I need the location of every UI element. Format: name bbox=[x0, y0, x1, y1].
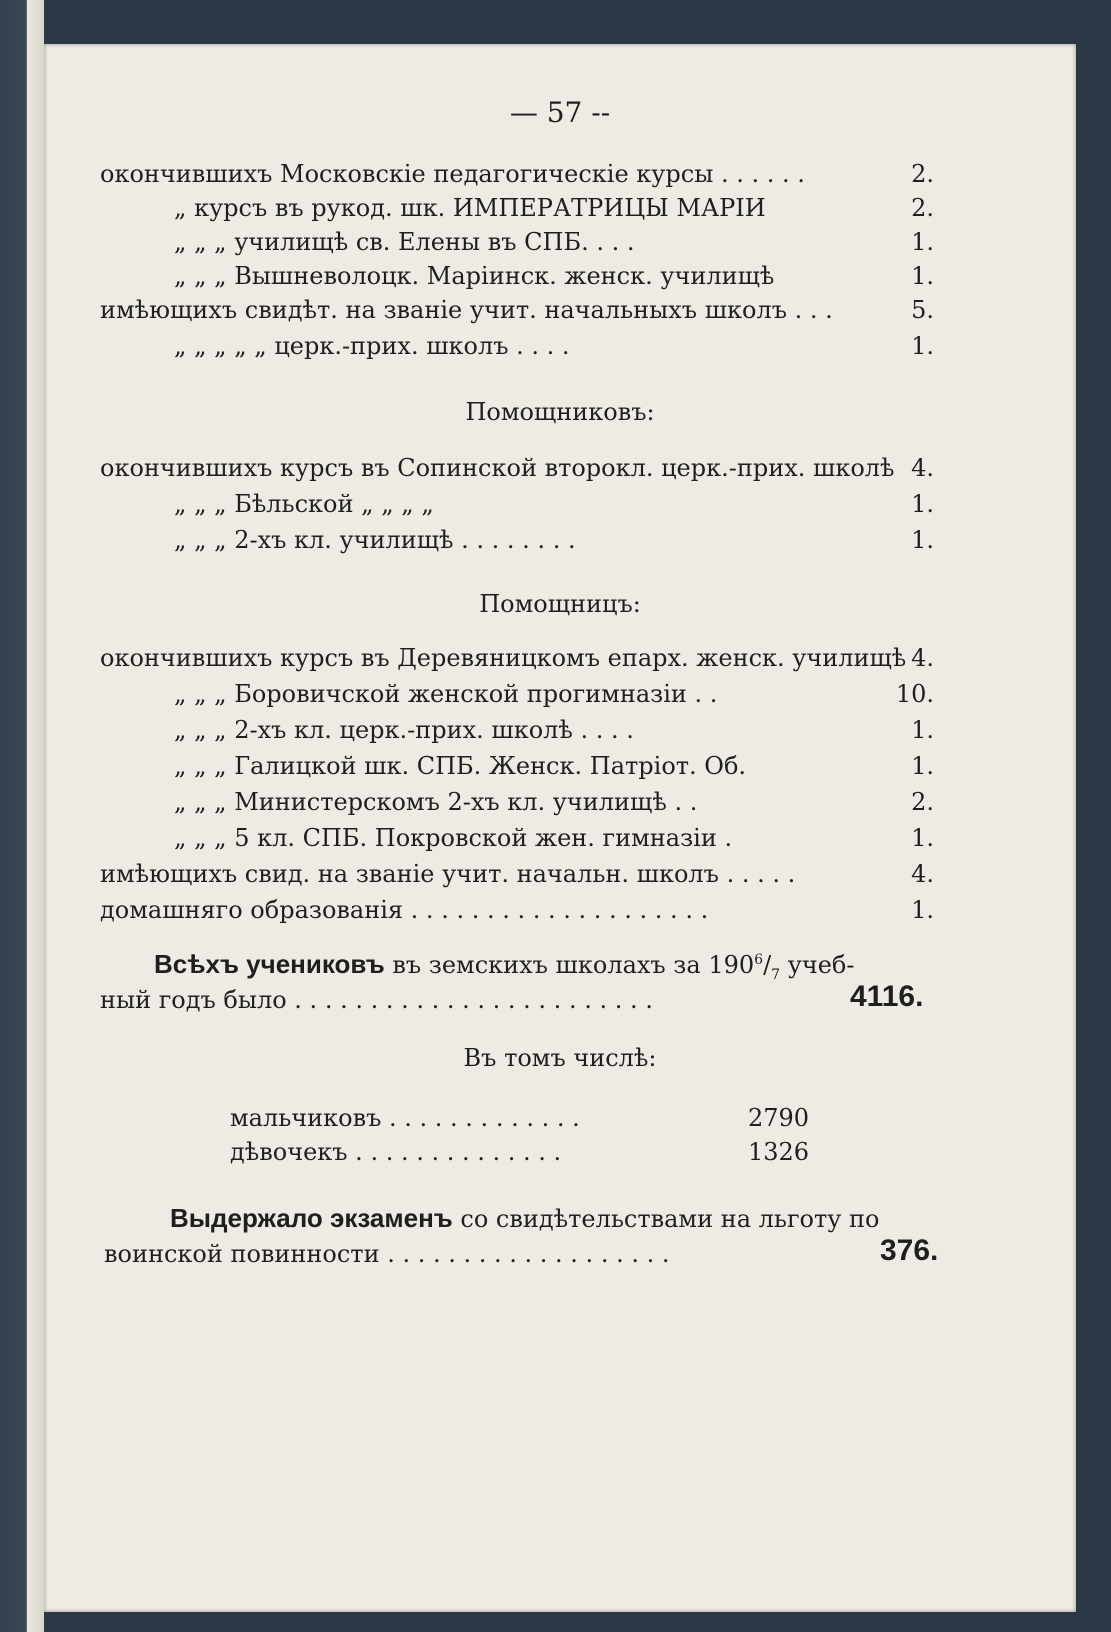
list-item-count: 1. bbox=[911, 228, 934, 256]
subtotal-label: мальчиковъ . . . . . . . . . . . . . bbox=[230, 1104, 580, 1132]
total-year-sup: 6 bbox=[754, 952, 764, 968]
list-item: окончившихъ курсъ въ Деревяницкомъ епарх. женск. училищѣ bbox=[100, 644, 907, 672]
total-value: 4116. bbox=[850, 980, 924, 1013]
list-item-count: 1. bbox=[911, 490, 934, 518]
total-year-sub: 7 bbox=[771, 966, 781, 983]
book-binding-edge bbox=[0, 0, 44, 1632]
list-item-count: 2. bbox=[911, 194, 934, 222]
list-item: имѣющихъ свид. на званіе учит. начальн. школъ . . . . . bbox=[100, 860, 796, 888]
exam-value: 376. bbox=[880, 1234, 939, 1267]
list-item-count: 4. bbox=[911, 454, 934, 482]
list-item-count: 5. bbox=[911, 296, 934, 324]
list-item-count: 10. bbox=[895, 680, 934, 708]
list-item: „ „ „ Вышневолоцк. Маріинск. женск. училищѣ bbox=[174, 262, 775, 290]
total-text: въ земскихъ школахъ за 190 bbox=[384, 951, 755, 979]
exam-line-2: воинской повинности . . . . . . . . . . . . . . . . . . . bbox=[104, 1240, 670, 1268]
list-item: „ „ „ 5 кл. СПБ. Покровской жен. гимназіи . bbox=[174, 824, 733, 852]
exam-text: со свидѣтельствами на льготу по bbox=[452, 1205, 880, 1233]
list-item-count: 1. bbox=[911, 262, 934, 290]
list-item-count: 4. bbox=[911, 644, 934, 672]
list-item: „ курсъ въ рукод. шк. ИМПЕРАТРИЦЫ МАРІИ bbox=[174, 194, 766, 222]
list-item-count: 2. bbox=[911, 788, 934, 816]
total-text-end: учеб- bbox=[780, 951, 855, 979]
subtotal-label: дѣвочекъ . . . . . . . . . . . . . . bbox=[230, 1138, 562, 1166]
assistants-f-heading: Помощницъ: bbox=[479, 590, 641, 618]
list-item: „ „ „ Боровичской женской прогимназіи . . bbox=[174, 680, 718, 708]
exam-bold-label: Выдержало экзаменъ bbox=[170, 1203, 453, 1233]
list-item-count: 4. bbox=[911, 860, 934, 888]
total-bold-label: Всѣхъ учениковъ bbox=[154, 949, 385, 979]
list-item-count: 1. bbox=[911, 752, 934, 780]
list-item-count: 1. bbox=[911, 526, 934, 554]
list-item: „ „ „ „ „ церк.-прих. школъ . . . . bbox=[174, 332, 570, 360]
page-number: — 57 -- bbox=[509, 96, 611, 129]
list-item-count: 2. bbox=[911, 160, 934, 188]
subtotal-value: 1326 bbox=[748, 1138, 810, 1166]
list-item: окончившихъ Московскіе педагогическіе курсы . . . . . . bbox=[100, 160, 805, 188]
list-item: „ „ „ 2-хъ кл. училищѣ . . . . . . . . bbox=[174, 526, 576, 554]
list-item: домашняго образованія . . . . . . . . . . . . . . . . . . . . bbox=[100, 896, 709, 924]
book-page bbox=[44, 44, 1076, 1612]
list-item: „ „ „ училищѣ св. Елены въ СПБ. . . . bbox=[174, 228, 635, 256]
exam-line-1 bbox=[170, 1204, 879, 1233]
list-item: „ „ „ Галицкой шк. СПБ. Женск. Патріот. Об. bbox=[174, 752, 747, 780]
list-item-count: 1. bbox=[911, 716, 934, 744]
total-line-2: ный годъ было . . . . . . . . . . . . . . . . . . . . . . . . bbox=[100, 986, 653, 1014]
list-item: „ „ „ 2-хъ кл. церк.-прих. школѣ . . . . bbox=[174, 716, 634, 744]
subtotal-value: 2790 bbox=[748, 1104, 810, 1132]
total-slash: / bbox=[763, 951, 772, 979]
list-item-count: 1. bbox=[911, 332, 934, 360]
list-item: имѣющихъ свидѣт. на званіе учит. начальныхъ школъ . . . bbox=[100, 296, 833, 324]
list-item: „ „ „ Бѣльской „ „ „ „ bbox=[174, 490, 434, 518]
total-line-1 bbox=[154, 946, 854, 989]
list-item: „ „ „ Министерскомъ 2-хъ кл. училищѣ . . bbox=[174, 788, 698, 816]
list-item-count: 1. bbox=[911, 824, 934, 852]
assistants-heading: Помощниковъ: bbox=[465, 398, 655, 426]
list-item: окончившихъ курсъ въ Сопинской второкл. церк.-прих. школѣ bbox=[100, 454, 895, 482]
subtotal-heading: Въ томъ числѣ: bbox=[463, 1044, 657, 1072]
list-item-count: 1. bbox=[911, 896, 934, 924]
